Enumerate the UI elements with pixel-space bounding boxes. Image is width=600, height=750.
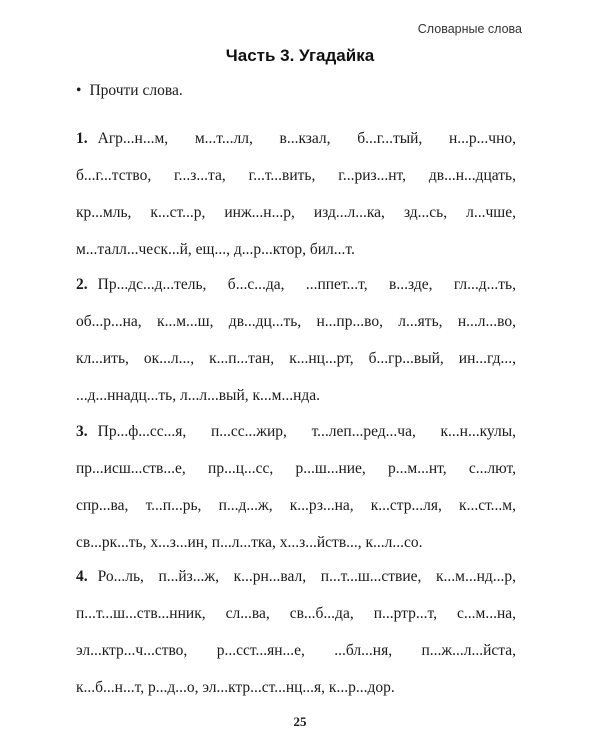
exercise-line: св...рк...ть, х...з...ин, п...л...тка, х...з...йств..., к...л...со. — [76, 534, 423, 551]
page-title: Часть 3. Угадайка — [225, 46, 375, 65]
exercise-number: 1. — [76, 130, 88, 147]
exercise-text: Агр...н...м, м...т...лл, в...кзал, б...г...тый, н...р...чно, — [97, 130, 516, 147]
exercise-line — [76, 558, 516, 595]
exercise-text: Пр...дс...д...тель, б...с...да, ...ппет...т, в...зде, гл...д...ть, — [97, 276, 516, 293]
exercise-number: 3. — [76, 423, 88, 440]
exercise-line — [76, 413, 516, 450]
exercise-3 — [76, 413, 516, 561]
instruction-text: Прочти слова. — [89, 82, 183, 99]
exercise-line: м...талл...ческ...й, ещ..., д...р...ктор, бил...т. — [76, 241, 355, 258]
bullet-icon: • — [76, 82, 82, 99]
exercise-2 — [76, 266, 516, 414]
exercise-line: спр...ва, т...п...рь, п...д...ж, к...рз...на, к...стр...ля, к...ст...м, — [76, 497, 516, 514]
exercise-line: об...р...на, к...м...ш, дв...дц...ть, н...пр...во, л...ять, н...л...во, — [76, 313, 516, 330]
exercise-line — [76, 266, 516, 303]
exercise-line: кл...ить, ок...л..., к...п...тан, к...нц...рт, б...гр...вый, ин...гд..., — [76, 350, 516, 367]
exercise-number: 2. — [76, 276, 88, 293]
exercise-4 — [76, 558, 516, 706]
exercise-line: пр...исш...ств...е, пр...ц...сс, р...ш...ние, р...м...нт, с...лют, — [76, 460, 516, 477]
exercise-1 — [76, 120, 516, 268]
exercise-line: б...г...тство, г...з...та, г...т...вить, г...риз...нт, дв...н...дцать, — [76, 167, 516, 184]
instruction — [76, 82, 183, 100]
exercise-line: к...б...н...т, р...д...о, эл...ктр...ст...нц...я, к...р...дор. — [76, 679, 395, 696]
page-number: 25 — [293, 714, 307, 729]
exercise-line — [76, 120, 516, 157]
exercise-line: ...д...ннадц...ть, л...л...вый, к...м...нда. — [76, 387, 321, 404]
exercise-line: п...т...ш...ств...нник, сл...ва, св...б...да, п...ртр...т, с...м...на, — [76, 605, 516, 622]
exercise-text: Пр...ф...сс...я, п...сс...жир, т...леп...ред...ча, к...н...кулы, — [97, 423, 516, 440]
exercise-number: 4. — [76, 568, 88, 585]
exercise-line: кр...мль, к...ст...р, инж...н...р, изд...л...ка, зд...сь, л...чше, — [76, 204, 516, 221]
exercise-line: эл...ктр...ч...ство, р...сст...ян...е, ...бл...ня, п...ж...л...йста, — [76, 642, 516, 659]
section-header: Словарные слова — [417, 22, 522, 36]
exercise-text: Ро...ль, п...йз...ж, к...рн...вал, п...т...ш...ствие, к...м...нд...р, — [97, 568, 516, 585]
